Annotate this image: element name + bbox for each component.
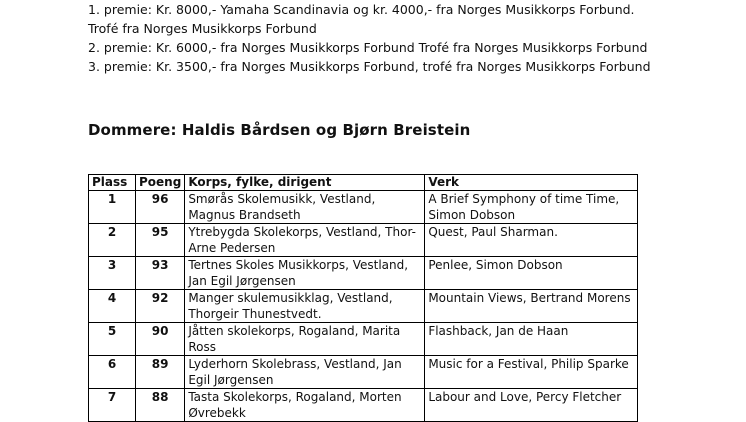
cell-poeng: 90: [136, 323, 185, 356]
prize-line-1-trophy: Trofé fra Norges Musikkorps Forbund: [88, 21, 317, 36]
cell-verk: A Brief Symphony of time Time, Simon Dobson: [425, 191, 638, 224]
cell-poeng: 93: [136, 257, 185, 290]
cell-poeng: 96: [136, 191, 185, 224]
cell-poeng: 92: [136, 290, 185, 323]
table-row: [89, 191, 638, 224]
cell-korps: Jåtten skolekorps, Rogaland, Marita Ross: [185, 323, 425, 356]
cell-plass: 7: [89, 389, 136, 422]
cell-korps: Smørås Skolemusikk, Vestland, Magnus Brandseth: [185, 191, 425, 224]
prize-line-3: 3. premie: Kr. 3500,- fra Norges Musikkorps Forbund, trofé fra Norges Musikkorps Forbund: [88, 59, 651, 74]
cell-verk: Penlee, Simon Dobson: [425, 257, 638, 290]
cell-verk: Flashback, Jan de Haan: [425, 323, 638, 356]
cell-korps: Tertnes Skoles Musikkorps, Vestland, Jan Egil Jørgensen: [185, 257, 425, 290]
cell-korps: Ytrebygda Skolekorps, Vestland, Thor-Arne Pedersen: [185, 224, 425, 257]
header-verk: Verk: [425, 175, 638, 191]
cell-plass: 1: [89, 191, 136, 224]
prize-list: [88, 0, 651, 76]
cell-verk: Mountain Views, Bertrand Morens: [425, 290, 638, 323]
cell-korps: Manger skulemusikklag, Vestland, Thorgeir Thunestvedt.: [185, 290, 425, 323]
table-row: [89, 224, 638, 257]
table-row: [89, 389, 638, 422]
header-plass: Plass: [89, 175, 136, 191]
prize-line-1: 1. premie: Kr. 8000,- Yamaha Scandinavia og kr. 4000,- fra Norges Musikkorps Forbund.: [88, 2, 635, 17]
cell-verk: Music for a Festival, Philip Sparke: [425, 356, 638, 389]
header-poeng: Poeng: [136, 175, 185, 191]
table-row: [89, 290, 638, 323]
cell-plass: 6: [89, 356, 136, 389]
cell-korps: Tasta Skolekorps, Rogaland, Morten Øvrebekk: [185, 389, 425, 422]
cell-poeng: 88: [136, 389, 185, 422]
table-row: [89, 323, 638, 356]
results-table: [88, 174, 638, 422]
cell-korps: Lyderhorn Skolebrass, Vestland, Jan Egil Jørgensen: [185, 356, 425, 389]
cell-verk: Quest, Paul Sharman.: [425, 224, 638, 257]
cell-plass: 3: [89, 257, 136, 290]
table-header-row: [89, 175, 638, 191]
cell-plass: 4: [89, 290, 136, 323]
header-korps: Korps, fylke, dirigent: [185, 175, 425, 191]
cell-verk: Labour and Love, Percy Fletcher: [425, 389, 638, 422]
judges-heading: Dommere: Haldis Bårdsen og Bjørn Breistein: [88, 121, 471, 139]
prize-line-2: 2. premie: Kr. 6000,- fra Norges Musikkorps Forbund Trofé fra Norges Musikkorps Forbund: [88, 40, 648, 55]
table-row: [89, 356, 638, 389]
cell-plass: 5: [89, 323, 136, 356]
table-row: [89, 257, 638, 290]
cell-poeng: 95: [136, 224, 185, 257]
cell-plass: 2: [89, 224, 136, 257]
cell-poeng: 89: [136, 356, 185, 389]
